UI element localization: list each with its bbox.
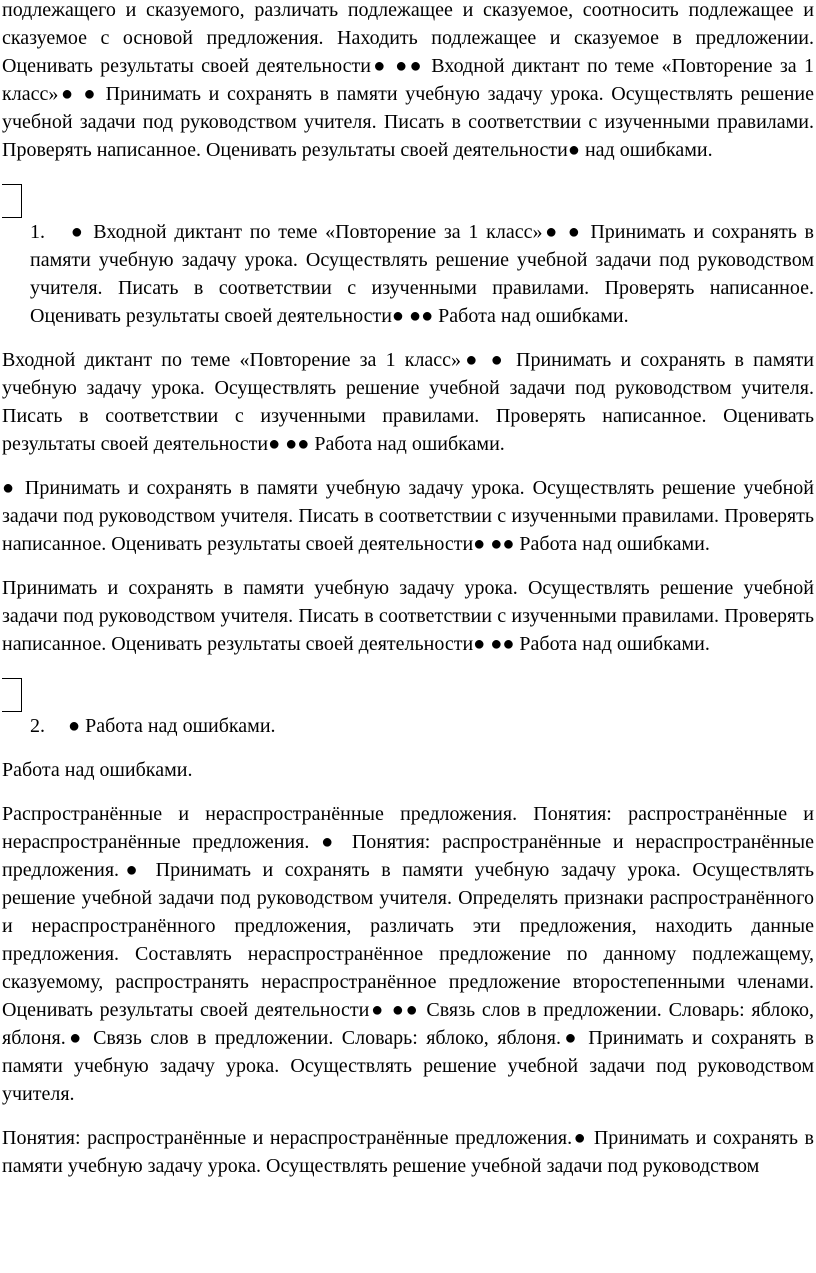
spacer: [0, 458, 816, 474]
spacer: [0, 784, 816, 800]
checkbox-placeholder: [2, 184, 22, 218]
spacer: [0, 658, 816, 678]
list-item-text: ● Входной диктант по теме «Повторение за 1 класс»● ● Принимать и сохранять в памяти учебную задачу урока. Осуществлять решение учебной задачи под руководством учителя. Писать в соответствии с изученными правилами. Проверять написанное. Оценивать результаты своей деятельности● ●● Работа над ошибками.: [30, 221, 814, 327]
paragraph-accept-task-2: Принимать и сохранять в памяти учебную задачу урока. Осуществлять решение учебной задачи под руководством учителя. Писать в соответствии с изученными правилами. Проверять написанное. Оценивать результаты своей деятельности● ●● Работа над ошибками.: [2, 577, 814, 655]
list-item-1: [0, 218, 816, 330]
spacer: [0, 558, 816, 574]
spacer: [0, 330, 816, 346]
spacer: [0, 1108, 816, 1124]
list-item-2: [0, 712, 816, 740]
checkbox-placeholder: [2, 678, 22, 712]
list-item-number: 2.: [30, 715, 45, 737]
spacer: [0, 740, 816, 756]
paragraph-error-work: Работа над ошибками.: [2, 759, 193, 781]
paragraph-accept-task: ● Принимать и сохранять в памяти учебную задачу урока. Осуществлять решение учебной задачи под руководством учителя. Писать в соответствии с изученными правилами. Проверять написанное. Оценивать результаты своей деятельности● ●● Работа над ошибками.: [2, 477, 814, 555]
paragraph-concepts: Понятия: распространённые и нераспространённые предложения.● Принимать и сохранять в памяти учебную задачу урока. Осуществлять решение учебной задачи под руководством: [2, 1127, 814, 1177]
paragraph-sentences: Распространённые и нераспространённые предложения. Понятия: распространённые и нераспространённые предложения. ● Понятия: распространённые и нераспространённые предложения.● Принимать и сохранять в памяти учебную задачу урока. Осуществлять решение учебной задачи под руководством учителя. Определять признаки распространённого и нераспространённого предложения, различать эти предложения, находить данные предложения. Составлять нераспространённое предложение по данному подлежащему, сказуемому, распространять нераспространённое предложение второстепенными членами. Оценивать результаты своей деятельности● ●● Связь слов в предложении. Словарь: яблоко, яблоня.● Связь слов в предложении. Словарь: яблоко, яблоня.● Принимать и сохранять в памяти учебную задачу урока. Осуществлять решение учебной задачи под руководством учителя.: [2, 803, 814, 1105]
list-item-text: ● Работа над ошибками.: [68, 715, 276, 737]
paragraph-intro: подлежащего и сказуемого, различать подлежащее и сказуемое, соотносить подлежащее и сказуемое с основой предложения. Находить подлежащее и сказуемое в предложении. Оценивать результаты своей деятельности● ●● Входной диктант по теме «Повторение за 1 класс»● ● Принимать и сохранять в памяти учебную задачу урока. Осуществлять решение учебной задачи под руководством учителя. Писать в соответствии с изученными правилами. Проверять написанное. Оценивать результаты своей деятельности● над ошибками.: [2, 0, 814, 161]
spacer: [0, 164, 816, 184]
paragraph-dictation: Входной диктант по теме «Повторение за 1 класс»● ● Принимать и сохранять в памяти учебную задачу урока. Осуществлять решение учебной задачи под руководством учителя. Писать в соответствии с изученными правилами. Проверять написанное. Оценивать результаты своей деятельности● ●● Работа над ошибками.: [2, 349, 814, 455]
list-item-number: 1.: [30, 221, 45, 243]
